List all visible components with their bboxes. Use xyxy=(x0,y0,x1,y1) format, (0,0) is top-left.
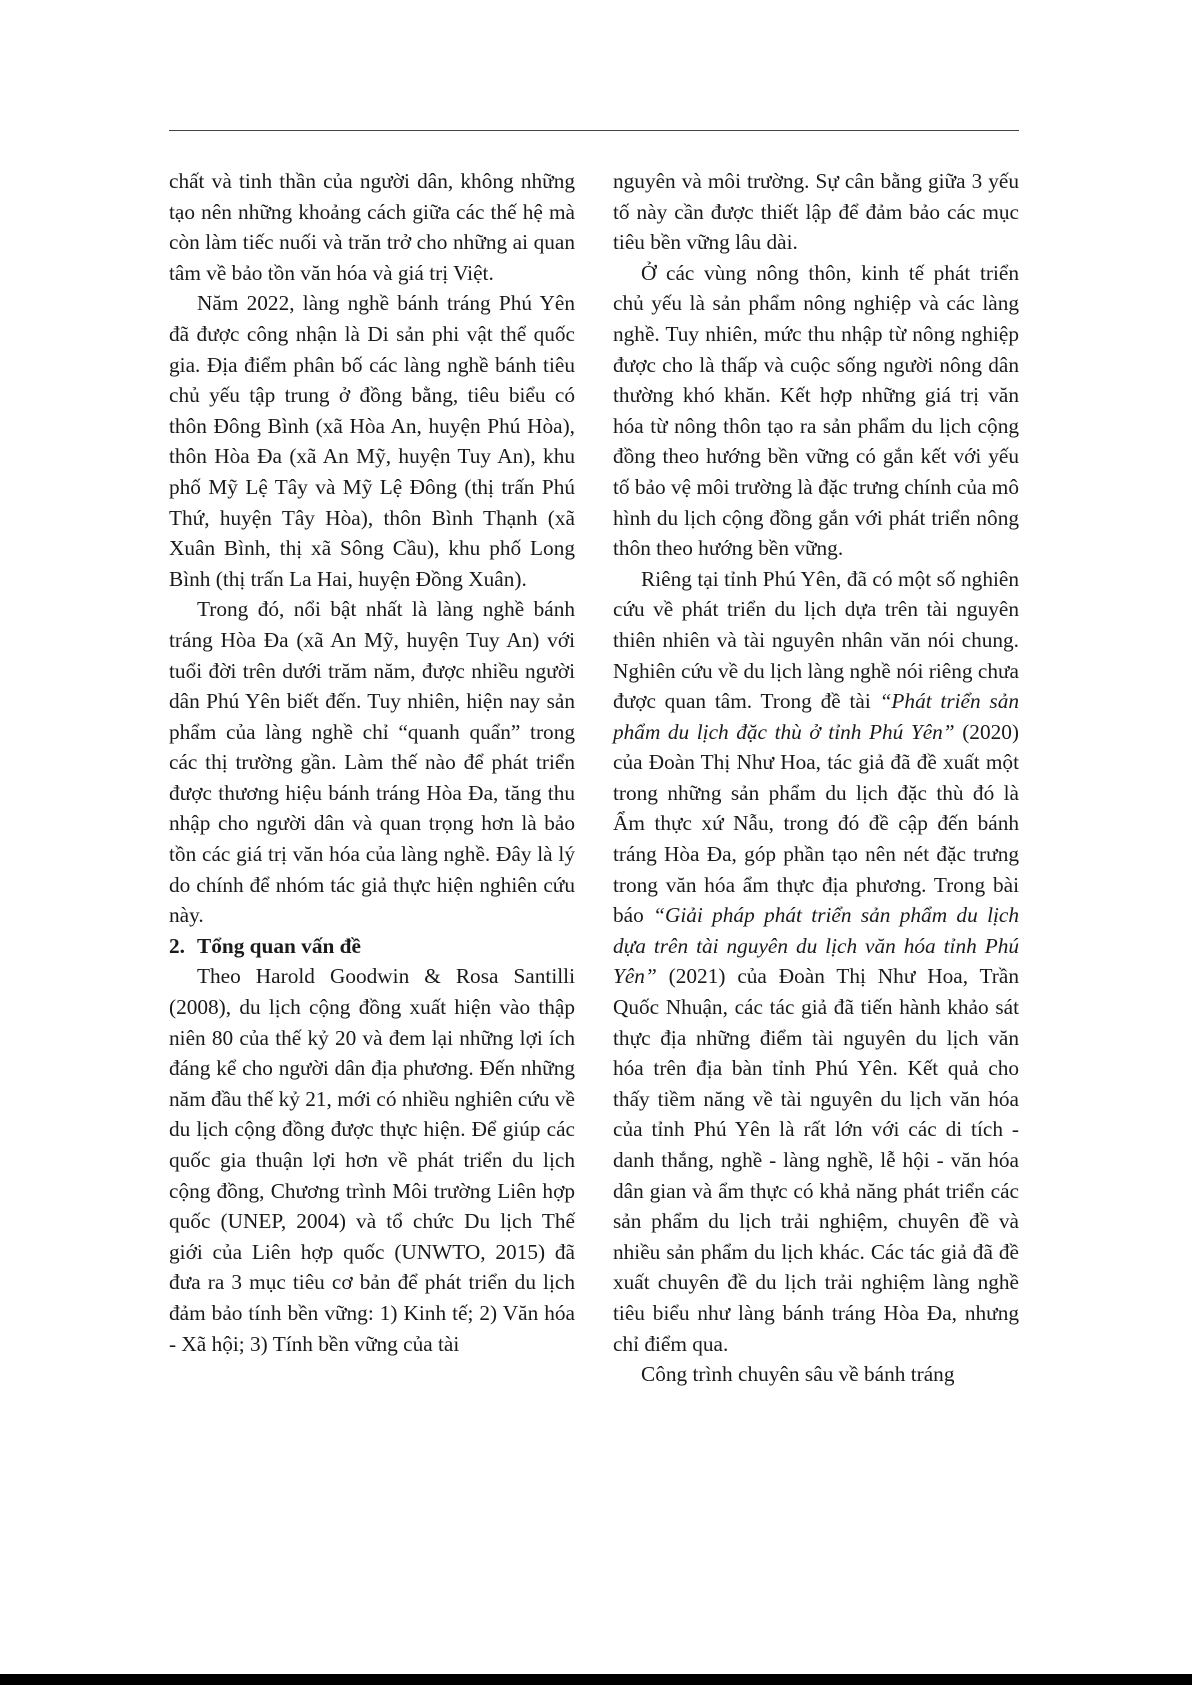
left-column xyxy=(169,166,575,1359)
cited-title: “Giải pháp phát triển sản phẩm du lịch dựa trên tài nguyên du lịch văn hóa tỉnh Phú Yên” xyxy=(613,903,1019,989)
paragraph: Công trình chuyên sâu về bánh tráng xyxy=(641,1362,955,1387)
paragraph: Năm 2022, làng nghề bánh tráng Phú Yên đã được công nhận là Di sản phi vật thể quốc gia. Địa điểm phân bố các làng nghề bánh tiêu chủ yếu tập trung ở đồng bằng, tiêu biểu có thôn Đông Bình (xã Hòa An, huyện Phú Hòa), thôn Hòa Đa (xã An Mỹ, huyện Tuy An), khu phố Mỹ Lệ Tây và Mỹ Lệ Đông (thị trấn Phú Thứ, huyện Tây Hòa), thôn Bình Thạnh (xã Xuân Bình, thị xã Sông Cầu), khu phố Long Bình (thị trấn La Hai, huyện Đồng Xuân). xyxy=(169,291,575,591)
section-title: Tổng quan vấn đề xyxy=(197,933,361,958)
paragraph-text: (2021) của Đoàn Thị Như Hoa, Trần Quốc Nhuận, các tác giả đã tiến hành khảo sát thực địa những điểm tài nguyên du lịch văn hóa trên địa bàn tỉnh Phú Yên. Kết quả cho thấy tiềm năng về tài nguyên du lịch văn hóa của tỉnh Phú Yên là rất lớn với các di tích - danh thắng, nghề - làng nghề, lễ hội - văn hóa dân gian và ẩm thực có khả năng phát triển các sản phẩm du lịch trải nghiệm, chuyên đề và nhiều sản phẩm du lịch khác. Các tác giả đã đề xuất chuyên đề du lịch trải nghiệm làng nghề tiêu biểu như làng bánh tráng Hòa Đa, nhưng chỉ điểm qua. xyxy=(613,964,1019,1356)
paragraph: chất và tinh thần của người dân, không những tạo nên những khoảng cách giữa các thế hệ mà còn làm tiếc nuối và trăn trở cho những ai quan tâm về bảo tồn văn hóa và giá trị Việt. xyxy=(169,169,575,285)
paragraph: nguyên và môi trường. Sự cân bằng giữa 3 yếu tố này cần được thiết lập để đảm bảo các mục tiêu bền vững lâu dài. xyxy=(613,169,1019,255)
paragraph-text: Riêng tại tỉnh Phú Yên, đã có một số nghiên cứu về phát triển du lịch dựa trên tài nguyên thiên nhiên và tài nguyên nhân văn nói chung. Nghiên cứu về du lịch làng nghề nói riêng chưa được quan tâm. Trong đề tài xyxy=(613,566,1019,714)
right-column xyxy=(613,166,1019,1390)
cited-title: “Phát triển sản phẩm du lịch đặc thù ở tỉnh Phú Yên” xyxy=(613,689,1019,744)
bottom-edge-bar xyxy=(0,1674,1192,1685)
paragraph xyxy=(613,564,1019,1359)
header-rule xyxy=(169,130,1019,131)
section-heading xyxy=(169,931,575,962)
paragraph: Trong đó, nổi bật nhất là làng nghề bánh tráng Hòa Đa (xã An Mỹ, huyện Tuy An) với tuổi đời trên dưới trăm năm, được nhiều người dân Phú Yên biết đến. Tuy nhiên, hiện nay sản phẩm của làng nghề chỉ “quanh quẩn” trong các thị trường gần. Làm thế nào để phát triển được thương hiệu bánh tráng Hòa Đa, tăng thu nhập cho người dân và quan trọng hơn là bảo tồn các giá trị văn hóa của làng nghề. Đây là lý do chính để nhóm tác giả thực hiện nghiên cứu này. xyxy=(169,597,575,928)
paragraph: Theo Harold Goodwin & Rosa Santilli (2008), du lịch cộng đồng xuất hiện vào thập niên 80 của thế kỷ 20 và đem lại những lợi ích đáng kể cho người dân địa phương. Đến những năm đầu thế kỷ 21, mới có nhiều nghiên cứu về du lịch cộng đồng được thực hiện. Để giúp các quốc gia thuận lợi hơn về phát triển du lịch cộng đồng, Chương trình Môi trường Liên hợp quốc (UNEP, 2004) và tổ chức Du lịch Thế giới của Liên hợp quốc (UNWTO, 2015) đã đưa ra 3 mục tiêu cơ bản để phát triển du lịch đảm bảo tính bền vững: 1) Kinh tế; 2) Văn hóa - Xã hội; 3) Tính bền vững của tài xyxy=(169,964,575,1356)
paragraph-text: (2020) của Đoàn Thị Như Hoa, tác giả đã đề xuất một trong những sản phẩm du lịch đặc thù đó là Ẩm thực xứ Nẫu, trong đó đề cập đến bánh tráng Hòa Đa, góp phần tạo nên nét đặc trưng trong văn hóa ẩm thực địa phương. Trong bài báo xyxy=(613,719,1019,928)
section-number: 2. xyxy=(169,933,185,958)
paragraph: Ở các vùng nông thôn, kinh tế phát triển chủ yếu là sản phẩm nông nghiệp và các làng nghề. Tuy nhiên, mức thu nhập từ nông nghiệp được cho là thấp và cuộc sống người nông dân thường khó khăn. Kết hợp những giá trị văn hóa từ nông thôn tạo ra sản phẩm du lịch cộng đồng theo hướng bền vững có gắn kết với yếu tố bảo vệ môi trường là đặc trưng chính của mô hình du lịch cộng đồng gắn với phát triển nông thôn theo hướng bền vững. xyxy=(613,260,1019,561)
